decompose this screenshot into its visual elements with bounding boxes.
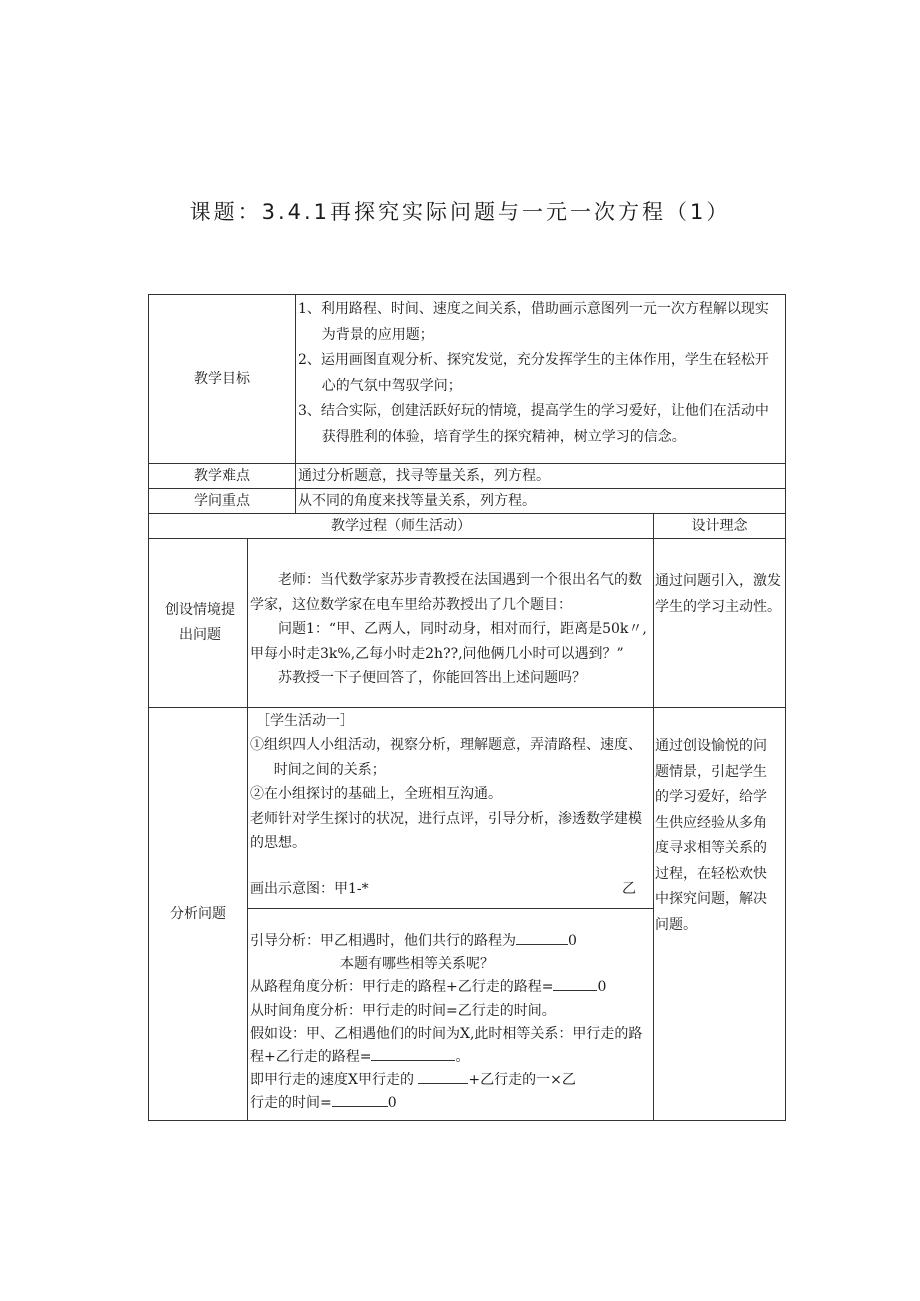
key-points-text: 从不同的角度来找等量关系，列方程。 xyxy=(298,493,536,509)
formula-part: 即甲行走的速度X甲行走的 xyxy=(250,1072,414,1089)
distance-end: 0 xyxy=(597,979,607,996)
goal-item: 3、结合实际，创建活跃好玩的情境，提高学生的学习爱好，让他们在活动中获得胜利的体验，培育学生的探究精神，树立学习的信念。 xyxy=(298,403,769,445)
formula-part: 行走的时间= xyxy=(250,1095,332,1112)
guide-line xyxy=(250,930,652,953)
design-header: 设计理念 xyxy=(691,518,748,534)
table-border-right xyxy=(785,294,786,1121)
section-label-divider xyxy=(247,538,248,1121)
answer-blank xyxy=(332,1092,388,1107)
section1-para: 问题1：“甲、乙两人，同时动身，相对而行，距离是50k〃,甲每小时走3k%,乙每小时走2h??,问他俩几小时可以遇到？” xyxy=(250,621,647,662)
lesson-title: 课题：3.4.1再探究实际问题与一元一次方程（1） xyxy=(189,200,731,224)
row-divider xyxy=(148,538,786,539)
design-divider xyxy=(653,513,654,1121)
diagram-divider xyxy=(247,908,654,909)
difficulty-text: 通过分析题意，找寻等量关系，列方程。 xyxy=(298,468,550,484)
diagram-row xyxy=(250,877,652,901)
section1-content xyxy=(250,568,652,691)
section2-design: 通过创设愉悦的问题情景，引起学生的学习爱好，给学生供应经验从多角度寻求相等关系的过程，在轻松欢快中探究问题，解决问题。 xyxy=(655,738,767,933)
assume-text: 假如设：甲、乙相遇他们的时间为X,此时相等关系：甲行走的路程+乙行走的路程= xyxy=(250,1025,643,1066)
distance-line xyxy=(250,976,652,999)
answer-blank xyxy=(371,1046,455,1061)
table-border-bottom xyxy=(148,1120,786,1121)
section1-para: 苏教授一下子便回答了，你能回答出上述问题吗？ xyxy=(278,670,586,686)
answer-blank xyxy=(553,976,597,991)
section1-para: 老师：当代数学家苏步青教授在法国遇到一个很出名气的数学家，这位数学家在电车里给苏教授出了几个题目： xyxy=(250,572,642,613)
diagram-end-label: 乙 xyxy=(622,881,636,897)
goals-label: 教学目标 xyxy=(194,371,250,387)
diagram-label: 画出示意图：甲1-* xyxy=(250,881,369,897)
formula-end: 0 xyxy=(387,1095,397,1112)
process-header: 教学过程（师生活动） xyxy=(331,518,471,534)
formula-part: +乙行走的一×乙 xyxy=(468,1072,576,1089)
key-points-label: 学问重点 xyxy=(194,493,250,509)
guide-end: 0 xyxy=(568,933,577,949)
section1-label: 创设情境提出问题 xyxy=(165,602,235,643)
guide-text: 引导分析：甲乙相遇时，他们共行的路程为 xyxy=(250,933,516,949)
goal-item: 1、利用路程、时间、速度之间关系，借助画示意图列一元一次方程解以现实为背景的应用题； xyxy=(298,301,769,343)
answer-blank xyxy=(418,1069,468,1084)
activity-title: ［学生活动一］ xyxy=(256,713,354,729)
answer-blank xyxy=(516,930,568,945)
analysis-content xyxy=(250,930,652,1116)
question-line: 本题有哪些相等关系呢？ xyxy=(340,956,494,973)
goal-item: 2、运用画图直观分析、探究发觉，充分发挥学生的主体作用，学生在轻松开心的气氛中驾驭学问； xyxy=(298,352,769,394)
activity-item: ①组织四人小组活动，视察分析，理解题意，弄清路程、速度、时间之间的关系； xyxy=(250,737,642,778)
assume-line xyxy=(250,1023,652,1069)
section1-design: 通过问题引入，激发学生的学习主动性。 xyxy=(655,573,781,615)
difficulty-label: 教学难点 xyxy=(194,468,250,484)
section2-label: 分析问题 xyxy=(170,906,226,922)
time-line: 从时间角度分析：甲行走的时间=乙行走的时间。 xyxy=(250,1002,556,1019)
label-divider xyxy=(295,294,296,514)
teacher-note: 老师针对学生探讨的状况，进行点评，引导分析，渗透数学建模的思想。 xyxy=(250,810,642,852)
formula-line-2 xyxy=(250,1092,652,1115)
goals-content xyxy=(298,297,784,451)
section2-activity xyxy=(250,709,652,855)
distance-text: 从路程角度分析：甲行走的路程+乙行走的路程= xyxy=(250,979,554,996)
assume-end: 。 xyxy=(455,1049,470,1066)
activity-item: ②在小组探讨的基础上，全班相互沟通。 xyxy=(250,786,502,803)
formula-line xyxy=(250,1069,652,1092)
